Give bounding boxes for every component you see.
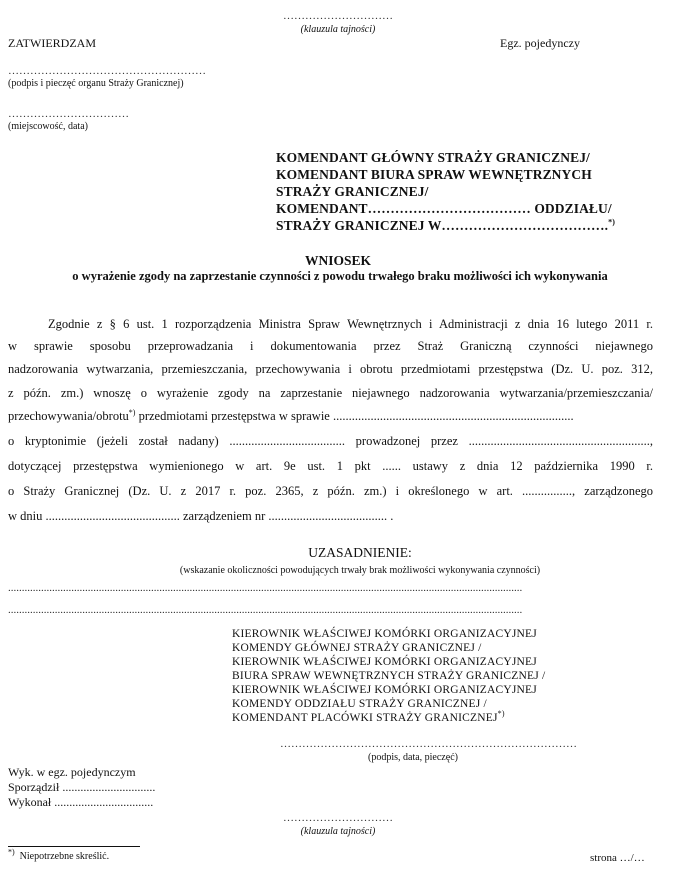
page-number: strona …/… (590, 852, 645, 864)
body-line: dotyczącej przestępstwa wymienionego w art. 9e ust. 1 pkt ...... ustawy z dnia 12 października 1990 r. (8, 459, 653, 473)
bottom-classification-label: (klauzula tajności) (300, 826, 376, 837)
document-title: WNIOSEK (304, 253, 372, 268)
head-of-unit-line: KOMENDY GŁÓWNEJ STRAŻY GRANICZNEJ / (232, 642, 482, 654)
addressee-line: STRAŻY GRANICZNEJ/ (276, 184, 429, 199)
body-line: z późn. zm.) wnoszę o wyrażenie zgody na zaprzestanie niejawnego nadzorowania wytwarzania/przemieszczania/ (8, 386, 653, 400)
head-of-unit-line: KIEROWNIK WŁAŚCIWEJ KOMÓRKI ORGANIZACYJNEJ (232, 684, 537, 696)
organ-signature-label: (podpis i pieczęć organu Straży Granicznej) (8, 78, 184, 89)
place-date-label: (miejscowość, data) (8, 121, 88, 132)
head-of-unit-line-text: KOMENDANT PLACÓWKI STRAŻY GRANICZNEJ (232, 712, 498, 724)
justification-dots: ........................................................................................................................................................................................... (8, 582, 523, 594)
footnote-divider (8, 846, 140, 847)
justification-note: (wskazanie okoliczności powodujących trwały brak możliwości wykonywania czynności) (179, 565, 541, 576)
head-of-unit-line: KIEROWNIK WŁAŚCIWEJ KOMÓRKI ORGANIZACYJNEJ (232, 628, 537, 640)
footnote (8, 847, 110, 863)
place-date-dots: …………………………… (8, 108, 129, 120)
prepared-by: Sporządził ............................... (8, 780, 156, 794)
document-subtitle: o wyrażenie zgody na zaprzestanie czynności z powodu trwałego braku możliwości ich wykonywania (72, 269, 608, 283)
head-of-unit-line: BIURA SPRAW WEWNĘTRZNYCH STRAŻY GRANICZNEJ / (232, 670, 546, 682)
footnote-mark: *) (497, 709, 505, 719)
footnote-mark: *) (608, 217, 615, 227)
bottom-classification-dots: ………………………… (283, 812, 393, 824)
footnote-mark: *) (8, 847, 15, 857)
body-line: nadzorowania wytwarzania, przemieszczania, przechowywania i obrotu przedmiotami przestępstwa (Dz. U. poz. 312, (8, 362, 653, 376)
body-line-part: przedmiotami przestępstwa w sprawie ............................................................................. (135, 409, 574, 423)
head-of-unit-line: KIEROWNIK WŁAŚCIWEJ KOMÓRKI ORGANIZACYJNEJ (232, 656, 537, 668)
head-signature-dots: ……………………………………………………………………… (280, 738, 577, 750)
addressee-line-text: STRAŻY GRANICZNEJ W………………………………. (276, 218, 609, 233)
body-line: w dniu ........................................... zarządzeniem nr ...................................... . (8, 509, 394, 523)
copies-note: Wyk. w egz. pojedynczym (8, 765, 136, 779)
body-line: o Straży Granicznej (Dz. U. z 2017 r. poz. 2365, z późn. zm.) i określonego w art. ................, zarządzonego (8, 484, 653, 498)
footnote-text: Niepotrzebne skreślić. (14, 851, 110, 862)
body-line: o kryptonimie (jeżeli został nadany) ..................................... prowadzonej przez .........................................................., (8, 434, 653, 448)
head-of-unit-line (232, 709, 505, 725)
justification-dots: ........................................................................................................................................................................................... (8, 604, 523, 616)
justification-title: UZASADNIENIE: (308, 545, 412, 560)
addressee-line (276, 218, 615, 234)
top-classification-label: (klauzula tajności) (300, 24, 376, 35)
executed-by: Wykonał ................................. (8, 795, 154, 809)
organ-signature-dots: ……………………………………………… (8, 65, 206, 77)
addressee-line: KOMENDANT GŁÓWNY STRAŻY GRANICZNEJ/ (276, 150, 590, 165)
head-signature-label: (podpis, data, pieczęć) (368, 752, 458, 763)
body-line (8, 409, 653, 423)
head-of-unit-line: KOMENDY ODDZIAŁU STRAŻY GRANICZNEJ / (232, 698, 487, 710)
body-line-part: przechowywania/obrotu (8, 409, 129, 423)
copy-count: Egz. pojedynczy (500, 36, 580, 50)
addressee-line: KOMENDANT BIURA SPRAW WEWNĘTRZNYCH (276, 167, 592, 182)
addressee-line: KOMENDANT……………………………… ODDZIAŁU/ (276, 201, 612, 216)
approve-heading: ZATWIERDZAM (8, 36, 96, 50)
body-line: Zgodnie z § 6 ust. 1 rozporządzenia Ministra Spraw Wewnętrznych i Administracji z dnia 16 lutego 2011 r. (48, 317, 653, 331)
footnote-mark: *) (128, 407, 136, 417)
top-classification-dots: ………………………… (283, 10, 393, 22)
body-line: w sprawie sposobu przeprowadzania i dokumentowania przez Straż Graniczną czynności niejawnego (8, 339, 653, 353)
